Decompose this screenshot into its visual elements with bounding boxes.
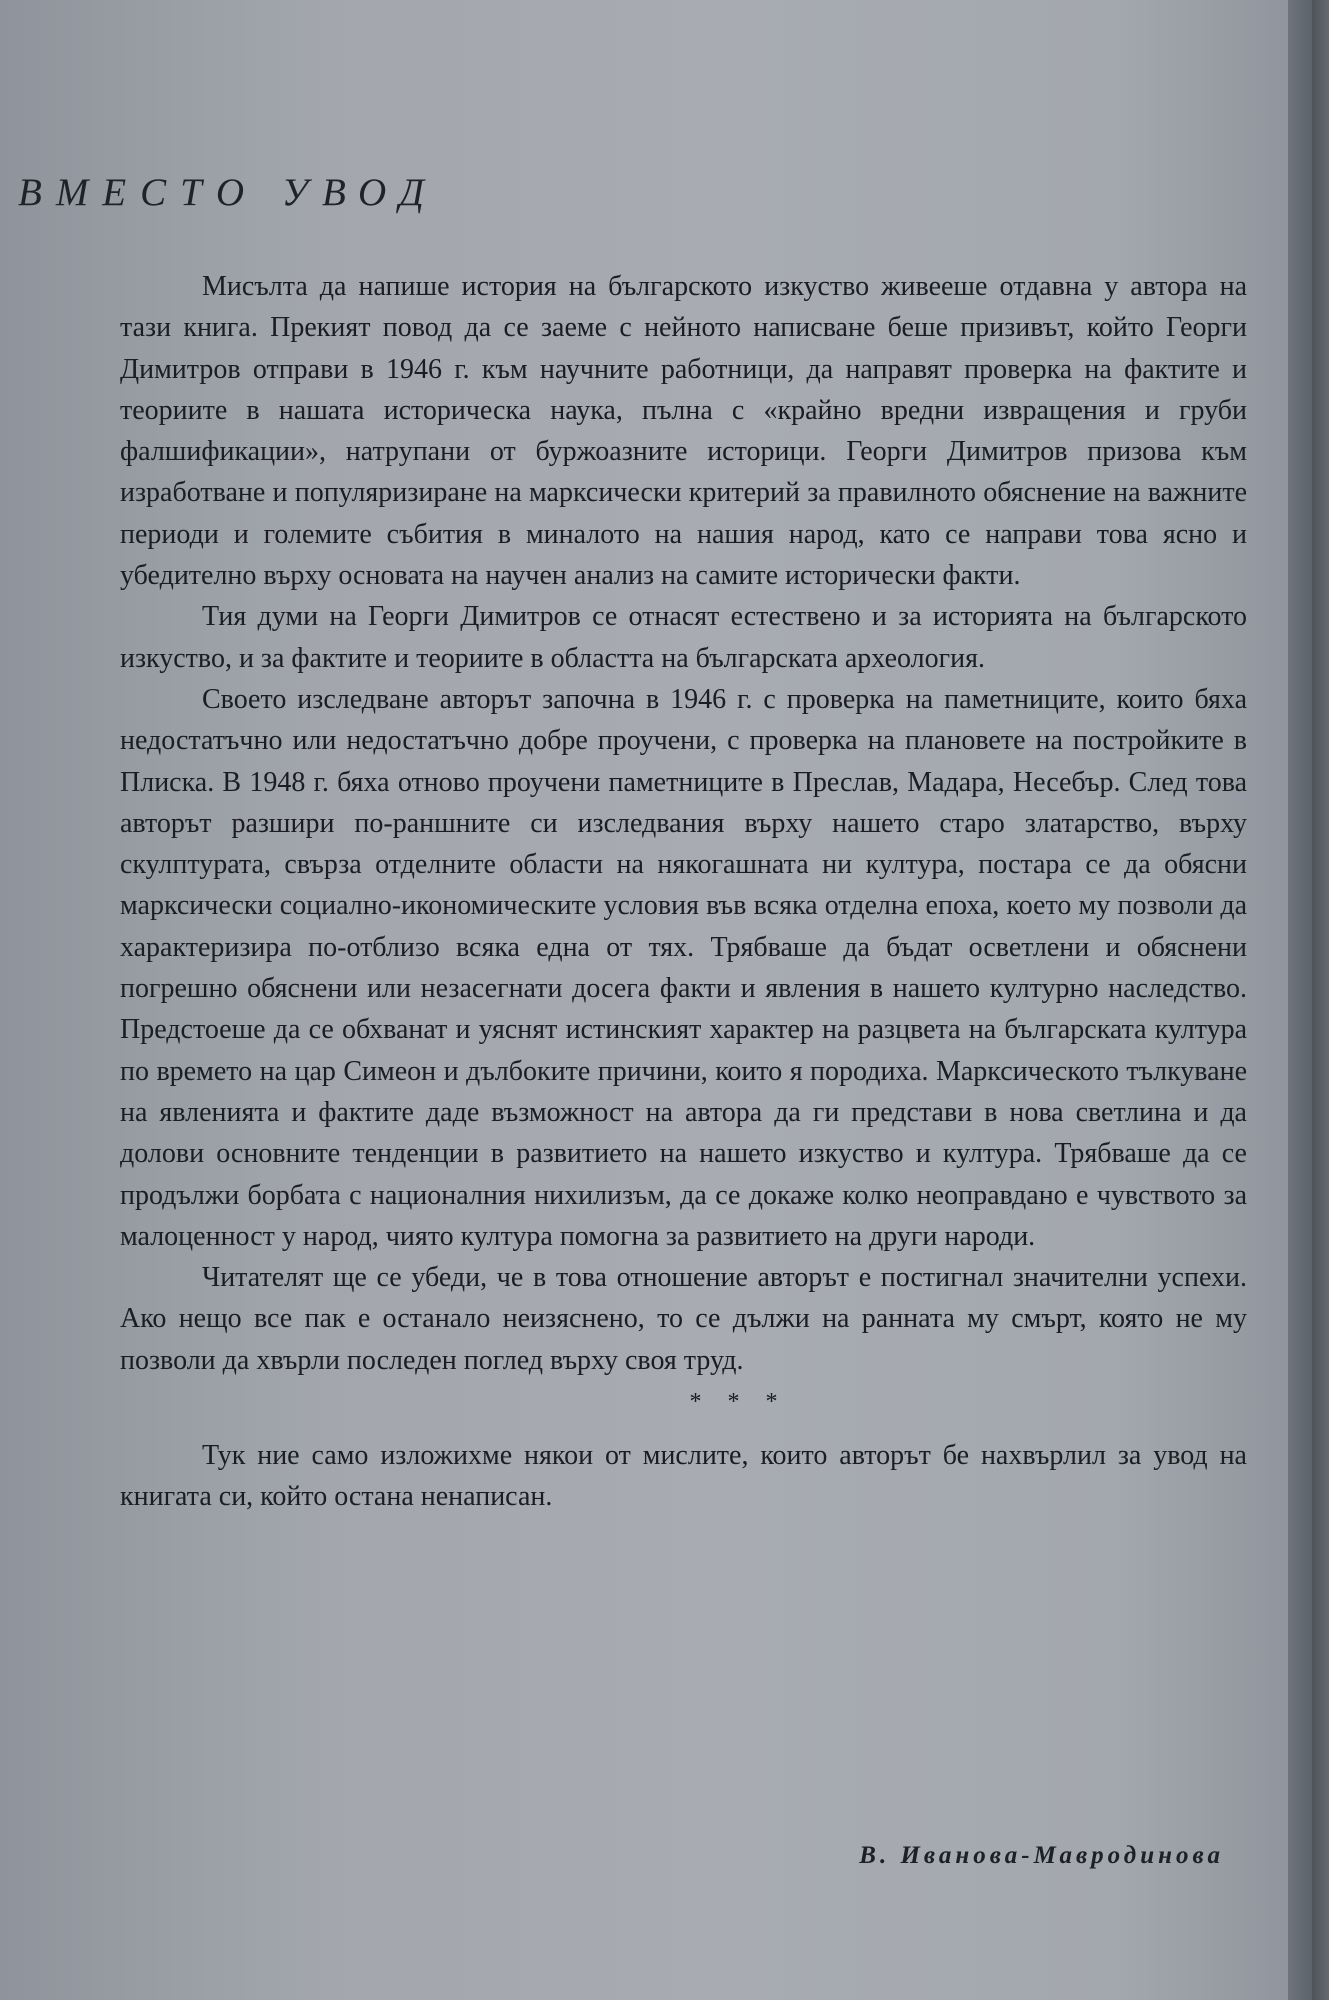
page-edge [1312,0,1329,2000]
paragraph-3: Своето изследване авторът започна в 1946 г. с проверка на паметниците, които бяха недостатъчно или недостатъчно добре проучени, с проверка на плановете на постройките в Плиска. В 1948 г. бяха отново проучени паметниците в Преслав, Мадара, Несебър. След това авторът разшири по-раншните си изследвания върху нашето старо златарство, върху скулптурата, свърза отделните области на някогашната ни култура, постара се да обясни марксически социално-икономическите условия във всяка отделна епоха, което му позволи да характеризира по-отблизо всяка една от тях. Трябваше да бъдат осветлени и обяснени погрешно обяснени или незасегнати досега факти и явления в нашето културно наследство. Предстоеше да се обхванат и уяснят истинският характер на разцвета на българската култура по времето на цар Симеон и дълбоките причини, които я породиха. Марксическото тълкуване на явленията и фактите даде възможност на автора да ги представи в нова светлина и да долови основните тенденции в развитието на нашето изкуство и култура. Трябваше да се продължи борбата с националния нихилизъм, да се докаже колко неоправдано е чувството за малоценност у народ, чиято култура помогна за развитието на други народи. [120,683,1247,1252]
page-gutter-shadow [1288,0,1312,2000]
page-title: ВМЕСТО УВОД [18,171,438,214]
paragraph-1: Мисълта да напише история на българското изкуство живееше отдавна у автора на тази книга. Прекият повод да се заеме с нейното написване беше призивът, който Георги Димитров отправи в 1946 г. към научните работници, да направят проверка на фактите и теориите в нашата историческа наука, пълна с «крайно вредни извращения и груби фалшификации», натрупани от буржоазните историци. Георги Димитров призова към изработване и популяризиране на марксически критерий за правилното обяснение на важните периоди и големите събития в миналото на нашия народ, като се направи това ясно и убедително върху основата на научен анализ на самите исторически факти. [120,271,1247,592]
closing-paragraph: Тук ние само изложихме някои от мислите, които авторът бе нахвърлил за увод на книгата си, който остана ненаписан. [120,1440,1247,1513]
author-signature: В. Иванова-Мавродинова [859,1842,1224,1869]
section-separator: * * * [689,1389,788,1416]
paragraph-2: Тия думи на Георги Димитров се отнасят естествено и за историята на българското изкуство, и за фактите и теориите в областта на българската археология. [120,601,1247,674]
paragraph-4: Читателят ще се убеди, че в това отношение авторът е постигнал значителни успехи. Ако нещо все пак е останало неизяснено, то се дължи на ранната му смърт, която не му позволи да хвърли последен поглед върху своя труд. [120,1262,1247,1376]
main-text [120,266,1247,1518]
